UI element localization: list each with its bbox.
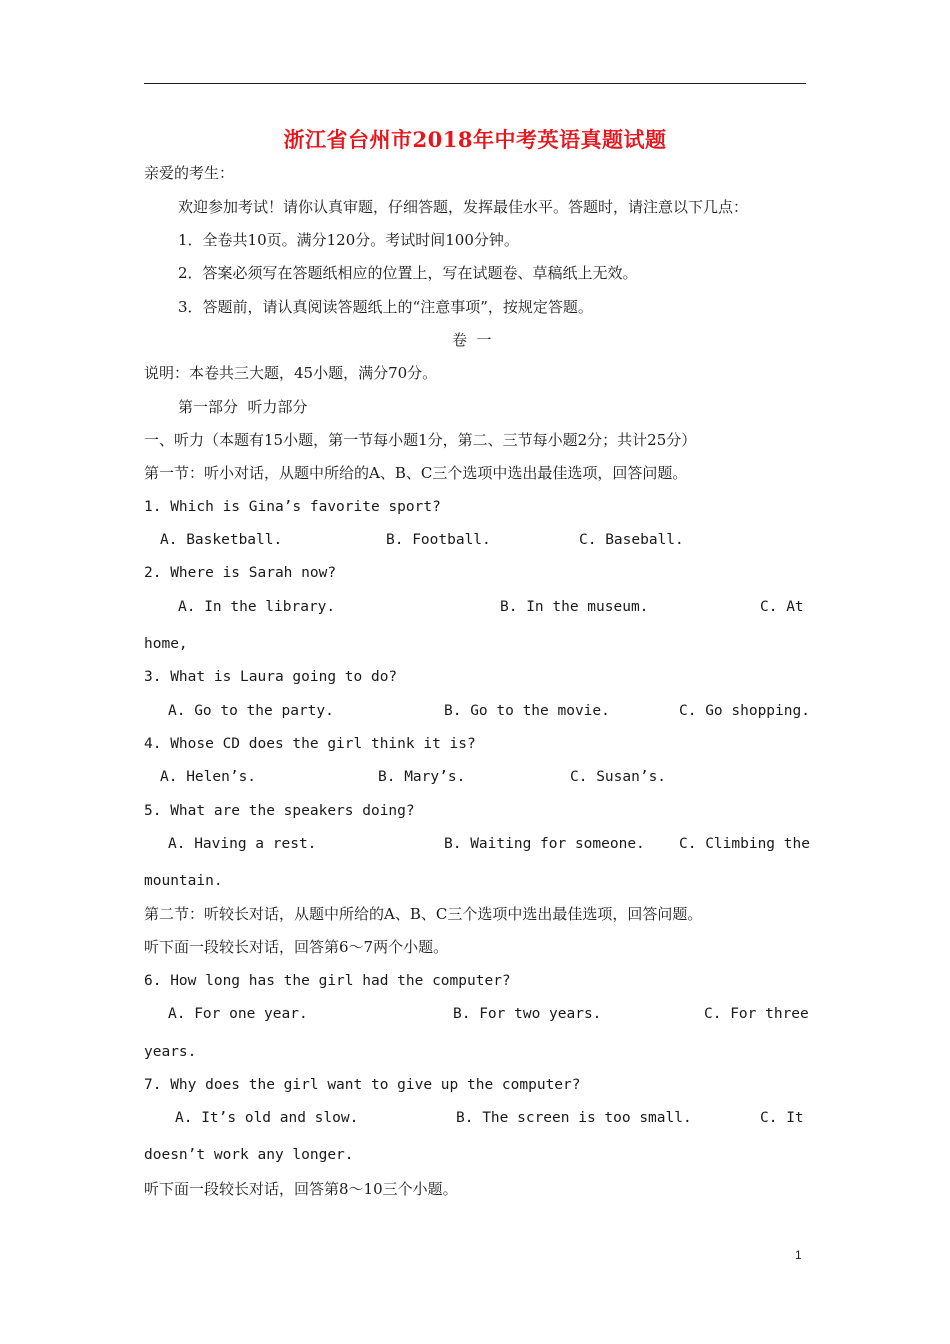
q3-option-a: A. Go to the party. bbox=[168, 703, 334, 719]
section2-instruction: 第二节：听较长对话，从题中所给的A、B、C三个选项中选出最佳选项，回答问题。 bbox=[144, 905, 703, 923]
question-2: 2. Where is Sarah now? bbox=[144, 565, 337, 581]
q7-option-c: C. It bbox=[760, 1110, 804, 1126]
q3-option-b: B. Go to the movie. bbox=[444, 703, 610, 719]
q6-option-b: B. For two years. bbox=[453, 1006, 602, 1022]
dialog-instruction-2: 听下面一段较长对话，回答第8～10三个小题。 bbox=[144, 1180, 458, 1198]
q1-option-a: A. Basketball. bbox=[160, 532, 283, 548]
section-header: 一、听力（本题有15小题，第一节每小题1分，第二、三节每小题2分；共计25分） bbox=[144, 431, 697, 449]
q1-option-c: C. Baseball. bbox=[579, 532, 684, 548]
question-3: 3. What is Laura going to do? bbox=[144, 669, 398, 685]
header-rule bbox=[144, 83, 806, 84]
q7-option-a: A. It’s old and slow. bbox=[175, 1110, 359, 1126]
q7-option-b: B. The screen is too small. bbox=[456, 1110, 692, 1126]
q4-option-b: B. Mary’s. bbox=[378, 769, 466, 785]
note-2: 2．答案必须写在答题纸相应的位置上，写在试题卷、草稿纸上无效。 bbox=[178, 264, 638, 282]
dialog-instruction-1: 听下面一段较长对话，回答第6～7两个小题。 bbox=[144, 938, 449, 956]
q1-option-b: B. Football. bbox=[386, 532, 491, 548]
part-heading: 第一部分 听力部分 bbox=[178, 398, 308, 416]
q6-option-c: C. For three bbox=[704, 1006, 809, 1022]
note-3: 3．答题前，请认真阅读答题纸上的“注意事项”，按规定答题。 bbox=[178, 298, 593, 316]
q6-continuation: years. bbox=[144, 1044, 197, 1060]
q5-option-a: A. Having a rest. bbox=[168, 836, 317, 852]
note-1: 1．全卷共10页。满分120分。考试时间100分钟。 bbox=[178, 231, 519, 249]
q5-option-b: B. Waiting for someone. bbox=[444, 836, 645, 852]
q2-option-a: A. In the library. bbox=[178, 599, 336, 615]
q4-option-a: A. Helen’s. bbox=[160, 769, 257, 785]
q4-option-c: C. Susan’s. bbox=[570, 769, 667, 785]
greeting: 亲爱的考生： bbox=[144, 164, 235, 182]
question-1: 1. Which is Gina’s favorite sport? bbox=[144, 499, 441, 515]
explanation: 说明：本卷共三大题，45小题，满分70分。 bbox=[144, 364, 438, 382]
question-5: 5. What are the speakers doing? bbox=[144, 803, 415, 819]
question-6: 6. How long has the girl had the computer? bbox=[144, 973, 511, 989]
q2-option-c: C. At bbox=[760, 599, 804, 615]
question-4: 4. Whose CD does the girl think it is? bbox=[144, 736, 476, 752]
question-7: 7. Why does the girl want to give up the computer? bbox=[144, 1077, 581, 1093]
intro-text: 欢迎参加考试！请你认真审题，仔细答题，发挥最佳水平。答题时，请注意以下几点： bbox=[178, 198, 749, 216]
q6-option-a: A. For one year. bbox=[168, 1006, 308, 1022]
q2-option-b: B. In the museum. bbox=[500, 599, 649, 615]
section1-instruction: 第一节：听小对话，从题中所给的A、B、C三个选项中选出最佳选项，回答问题。 bbox=[144, 464, 688, 482]
volume-heading: 卷 一 bbox=[452, 331, 492, 349]
q7-continuation: doesn’t work any longer. bbox=[144, 1147, 354, 1163]
q3-option-c: C. Go shopping. bbox=[679, 703, 810, 719]
exam-title: 浙江省台州市2018年中考英语真题试题 bbox=[283, 127, 667, 152]
q5-continuation: mountain. bbox=[144, 873, 223, 889]
page-number: 1 bbox=[795, 1248, 802, 1262]
q5-option-c: C. Climbing the bbox=[679, 836, 810, 852]
q2-continuation: home, bbox=[144, 636, 188, 652]
